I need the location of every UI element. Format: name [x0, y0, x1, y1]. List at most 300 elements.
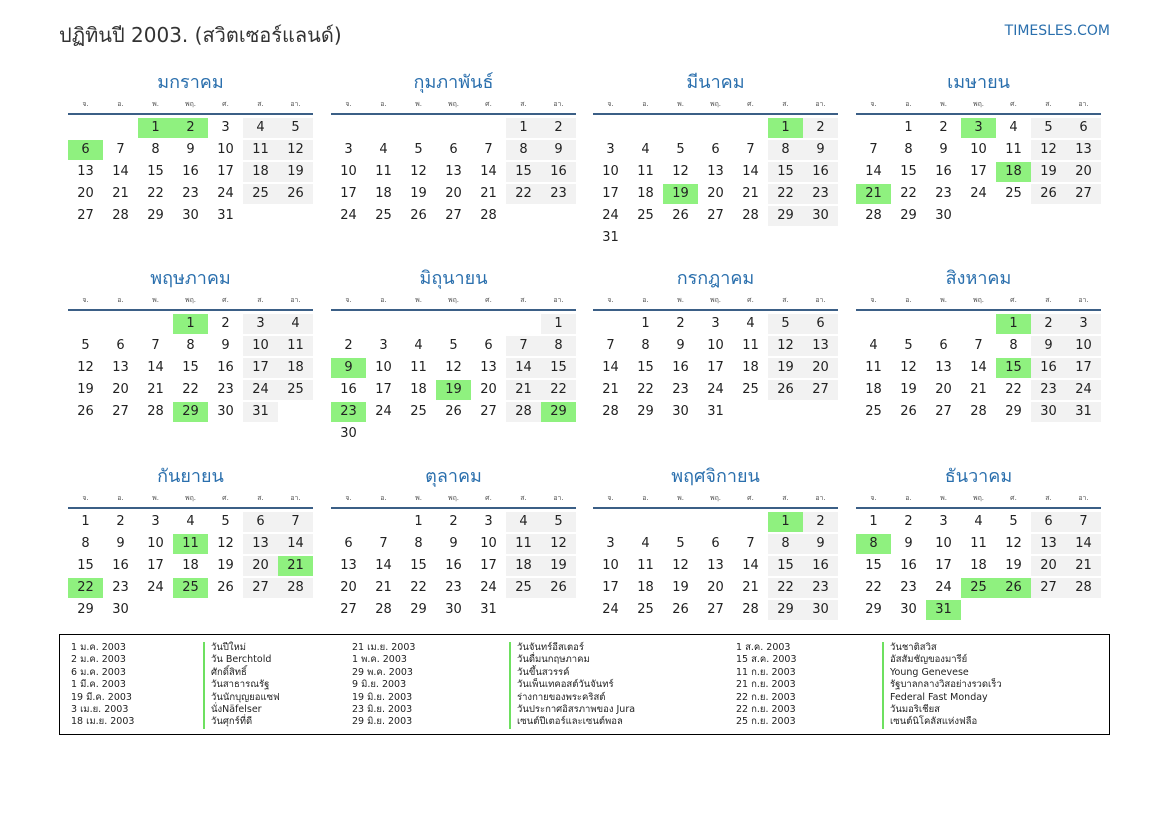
- day-cell: 21: [147, 382, 164, 397]
- month-name: เมษายน: [947, 72, 1010, 93]
- weekday-label: พฤ.: [184, 494, 197, 502]
- holiday-name: ศักดิ์สิทธิ์: [211, 666, 247, 678]
- weekday-label: อา.: [290, 494, 301, 502]
- day-cell: 15: [900, 164, 917, 179]
- empty-cell: [331, 118, 366, 138]
- weekday-label: ศ.: [485, 100, 492, 108]
- holiday-name: เซนต์ปีเตอร์และเซนต์พอล: [517, 716, 623, 728]
- holiday-day-cell: 19: [663, 184, 698, 204]
- day-cell: 26: [768, 380, 803, 400]
- holiday-day-cell: 22: [68, 578, 103, 598]
- day-cell: 14: [480, 164, 497, 179]
- weekday-label: อ.: [905, 296, 912, 304]
- weekday-label: อ.: [380, 494, 387, 502]
- day-cell: 2: [803, 512, 838, 532]
- holiday-name: Federal Fast Monday: [890, 691, 988, 703]
- month-block: [68, 268, 313, 424]
- weekday-label: จ.: [82, 296, 89, 304]
- weekday-label: ส.: [520, 494, 527, 502]
- weekday-header: [856, 294, 1101, 311]
- day-cell: 6: [484, 338, 493, 353]
- day-cell: 30: [182, 208, 199, 223]
- day-cell: 2: [939, 120, 948, 135]
- weekday-label: อา.: [815, 100, 826, 108]
- day-cell: 28: [1066, 578, 1101, 598]
- day-cell: 18: [506, 556, 541, 576]
- weekday-label: ส.: [257, 296, 264, 304]
- day-cell: 7: [379, 536, 388, 551]
- weekday-label: อ.: [905, 100, 912, 108]
- day-cell: 8: [151, 142, 160, 157]
- day-cell: 31: [217, 208, 234, 223]
- holiday-day-cell: 1: [768, 512, 803, 532]
- day-cell: 16: [1031, 358, 1066, 378]
- day-cell: 2: [676, 316, 685, 331]
- weekday-label: อ.: [117, 296, 124, 304]
- day-cell: 27: [77, 208, 94, 223]
- day-cell: 4: [641, 142, 650, 157]
- day-cell: 28: [742, 602, 759, 617]
- day-cell: 2: [344, 338, 353, 353]
- day-cell: 2: [116, 514, 125, 529]
- day-cell: 13: [77, 164, 94, 179]
- day-cell: 23: [182, 186, 199, 201]
- day-cell: 26: [672, 208, 689, 223]
- weekday-label: อ.: [642, 494, 649, 502]
- day-cell: 2: [449, 514, 458, 529]
- day-cell: 27: [935, 404, 952, 419]
- weekday-header: [593, 294, 838, 311]
- day-cell: 8: [904, 142, 913, 157]
- holiday-date: 1 ส.ค. 2003: [736, 642, 791, 653]
- day-cell: 28: [480, 208, 497, 223]
- holiday-day-cell: 29: [173, 402, 208, 422]
- empty-cell: [366, 314, 401, 334]
- empty-cell: [471, 118, 506, 138]
- holiday-date: 19 มี.ค. 2003: [71, 691, 132, 703]
- day-cell: 14: [112, 164, 129, 179]
- day-cell: 14: [1066, 534, 1101, 554]
- day-grid: [856, 512, 1101, 622]
- day-cell: 24: [340, 208, 357, 223]
- day-cell: 7: [746, 536, 755, 551]
- day-grid: [856, 118, 1101, 228]
- day-cell: 15: [541, 358, 576, 378]
- month-block: [593, 268, 838, 424]
- holiday-name: วันชาติสวิส: [890, 642, 937, 653]
- weekday-label: อ.: [905, 494, 912, 502]
- weekday-label: จ.: [345, 100, 352, 108]
- day-cell: 26: [445, 404, 462, 419]
- weekday-header: [68, 294, 313, 311]
- weekday-label: พฤ.: [447, 100, 460, 108]
- day-cell: 28: [970, 404, 987, 419]
- day-cell: 31: [1066, 402, 1101, 422]
- month-name: กรกฎาคม: [676, 268, 755, 289]
- day-cell: 4: [974, 514, 983, 529]
- day-cell: 3: [606, 142, 615, 157]
- weekday-label: พ.: [415, 494, 422, 502]
- day-cell: 7: [606, 338, 615, 353]
- holiday-date: 1 พ.ค. 2003: [352, 654, 407, 666]
- day-cell: 28: [865, 208, 882, 223]
- day-cell: 14: [865, 164, 882, 179]
- day-cell: 25: [375, 208, 392, 223]
- day-cell: 23: [803, 578, 838, 598]
- month-name: ธันวาคม: [944, 466, 1013, 487]
- empty-cell: [401, 314, 436, 334]
- holiday-day-cell: 1: [138, 118, 173, 138]
- holiday-date: 22 ก.ย. 2003: [736, 703, 796, 715]
- holiday-date: 1 มี.ค. 2003: [71, 679, 126, 691]
- weekday-label: จ.: [870, 296, 877, 304]
- day-cell: 20: [112, 382, 129, 397]
- weekday-label: ศ.: [485, 494, 492, 502]
- day-cell: 24: [970, 186, 987, 201]
- month-name: มกราคม: [157, 72, 224, 93]
- day-cell: 19: [672, 580, 689, 595]
- day-cell: 15: [506, 162, 541, 182]
- weekday-label: พ.: [940, 494, 947, 502]
- holiday-name: วันมอริเชียส: [890, 703, 940, 715]
- weekday-label: ศ.: [222, 494, 229, 502]
- holiday-day-cell: 21: [856, 184, 891, 204]
- day-cell: 20: [1031, 556, 1066, 576]
- day-cell: 17: [602, 580, 619, 595]
- day-grid: [593, 118, 838, 250]
- holiday-date: 29 พ.ค. 2003: [352, 666, 413, 678]
- day-cell: 8: [186, 338, 195, 353]
- empty-cell: [103, 118, 138, 138]
- day-grid: [331, 118, 576, 228]
- day-cell: 8: [81, 536, 90, 551]
- empty-cell: [593, 118, 628, 138]
- empty-cell: [891, 314, 926, 334]
- month-block: [593, 466, 838, 622]
- day-cell: 1: [81, 514, 90, 529]
- day-cell: 6: [449, 142, 458, 157]
- weekday-label: จ.: [82, 100, 89, 108]
- day-cell: 7: [506, 336, 541, 356]
- weekday-label: ส.: [1045, 296, 1052, 304]
- day-cell: 20: [445, 186, 462, 201]
- day-cell: 13: [935, 360, 952, 375]
- day-cell: 13: [707, 558, 724, 573]
- site-link[interactable]: TIMESLES.COM: [1004, 23, 1110, 39]
- holiday-day-cell: 31: [926, 600, 961, 620]
- day-grid: [856, 314, 1101, 424]
- day-cell: 3: [151, 514, 160, 529]
- day-cell: 11: [410, 360, 427, 375]
- empty-cell: [628, 512, 663, 532]
- day-cell: 24: [147, 580, 164, 595]
- weekday-label: จ.: [345, 494, 352, 502]
- day-cell: 24: [935, 580, 952, 595]
- day-cell: 7: [869, 142, 878, 157]
- empty-cell: [331, 512, 366, 532]
- day-cell: 6: [711, 142, 720, 157]
- empty-cell: [926, 314, 961, 334]
- day-cell: 7: [151, 338, 160, 353]
- empty-cell: [68, 314, 103, 334]
- day-cell: 8: [414, 536, 423, 551]
- day-cell: 18: [243, 162, 278, 182]
- day-cell: 18: [182, 558, 199, 573]
- holiday-name: วันประกาศอิสรภาพของ Jura: [517, 703, 636, 715]
- empty-cell: [593, 314, 628, 334]
- holiday-day-cell: 11: [173, 534, 208, 554]
- day-cell: 15: [637, 360, 654, 375]
- day-cell: 4: [641, 536, 650, 551]
- day-cell: 9: [116, 536, 125, 551]
- day-cell: 22: [768, 184, 803, 204]
- day-cell: 31: [480, 602, 497, 617]
- month-block: [856, 466, 1101, 622]
- holiday-date: 21 ก.ย. 2003: [736, 679, 796, 691]
- holiday-date: 19 มิ.ย. 2003: [352, 691, 413, 703]
- day-cell: 17: [707, 360, 724, 375]
- day-cell: 13: [340, 558, 357, 573]
- month-block: [331, 466, 576, 622]
- holiday-names-col-3: [882, 642, 1002, 729]
- holiday-day-cell: 19: [436, 380, 471, 400]
- holiday-day-cell: 21: [278, 556, 313, 576]
- day-cell: 25: [243, 184, 278, 204]
- day-cell: 4: [1009, 120, 1018, 135]
- day-cell: 12: [768, 336, 803, 356]
- empty-cell: [698, 118, 733, 138]
- weekday-label: อา.: [1078, 296, 1089, 304]
- weekday-header: [593, 492, 838, 509]
- weekday-label: พ.: [677, 296, 684, 304]
- empty-cell: [436, 314, 471, 334]
- day-cell: 17: [1066, 358, 1101, 378]
- month-name: ตุลาคม: [425, 466, 482, 487]
- day-cell: 16: [803, 162, 838, 182]
- day-cell: 3: [606, 536, 615, 551]
- day-cell: 17: [970, 164, 987, 179]
- day-cell: 3: [1066, 314, 1101, 334]
- weekday-label: ศ.: [747, 296, 754, 304]
- day-cell: 3: [243, 314, 278, 334]
- day-cell: 26: [672, 602, 689, 617]
- day-cell: 29: [637, 404, 654, 419]
- day-cell: 13: [243, 534, 278, 554]
- day-cell: 11: [637, 164, 654, 179]
- day-cell: 30: [217, 404, 234, 419]
- day-cell: 19: [541, 556, 576, 576]
- weekday-header: [856, 98, 1101, 115]
- day-cell: 10: [340, 164, 357, 179]
- day-cell: 18: [278, 358, 313, 378]
- day-cell: 20: [935, 382, 952, 397]
- day-cell: 18: [375, 186, 392, 201]
- month-block: [68, 72, 313, 228]
- day-cell: 30: [900, 602, 917, 617]
- empty-cell: [856, 118, 891, 138]
- weekday-label: ศ.: [747, 494, 754, 502]
- empty-cell: [436, 118, 471, 138]
- holiday-name: วันนักบุญยอแซฟ: [211, 691, 280, 703]
- day-cell: 24: [707, 382, 724, 397]
- day-cell: 18: [970, 558, 987, 573]
- day-cell: 22: [900, 186, 917, 201]
- holiday-name: วันขึ้นสวรรค์: [517, 666, 570, 678]
- day-cell: 9: [803, 534, 838, 554]
- day-cell: 12: [445, 360, 462, 375]
- holiday-name: เซนต์นิโคลัสแห่งฟลือ: [890, 716, 978, 728]
- day-cell: 8: [768, 140, 803, 160]
- day-cell: 16: [112, 558, 129, 573]
- day-cell: 23: [217, 382, 234, 397]
- day-cell: 6: [711, 536, 720, 551]
- holiday-names-col-2: [509, 642, 635, 729]
- day-cell: 13: [707, 164, 724, 179]
- day-cell: 22: [147, 186, 164, 201]
- day-cell: 19: [1031, 162, 1066, 182]
- weekday-label: พ.: [677, 494, 684, 502]
- holiday-name: ร่างกายของพระคริสต์: [517, 691, 606, 703]
- month-name: พฤษภาคม: [150, 268, 231, 289]
- weekday-label: อา.: [290, 296, 301, 304]
- holiday-day-cell: 8: [856, 534, 891, 554]
- empty-cell: [366, 512, 401, 532]
- day-cell: 5: [1031, 118, 1066, 138]
- day-cell: 6: [116, 338, 125, 353]
- day-cell: 25: [742, 382, 759, 397]
- day-cell: 20: [1066, 162, 1101, 182]
- weekday-label: อ.: [380, 296, 387, 304]
- day-cell: 12: [278, 140, 313, 160]
- day-cell: 3: [221, 120, 230, 135]
- day-cell: 10: [217, 142, 234, 157]
- weekday-label: ศ.: [222, 296, 229, 304]
- day-cell: 31: [707, 404, 724, 419]
- day-cell: 12: [1005, 536, 1022, 551]
- day-cell: 16: [541, 162, 576, 182]
- day-cell: 5: [449, 338, 458, 353]
- day-cell: 15: [768, 162, 803, 182]
- day-cell: 4: [379, 142, 388, 157]
- day-cell: 7: [278, 512, 313, 532]
- holiday-day-cell: 9: [331, 358, 366, 378]
- day-cell: 22: [506, 184, 541, 204]
- day-cell: 16: [672, 360, 689, 375]
- weekday-header: [68, 492, 313, 509]
- month-name: กุมภาพันธ์: [413, 72, 494, 93]
- day-cell: 1: [904, 120, 913, 135]
- day-cell: 17: [935, 558, 952, 573]
- day-cell: 13: [1066, 140, 1101, 160]
- day-cell: 18: [637, 580, 654, 595]
- day-cell: 19: [900, 382, 917, 397]
- day-grid: [68, 314, 313, 424]
- day-cell: 15: [77, 558, 94, 573]
- weekday-label: พ.: [677, 100, 684, 108]
- day-cell: 9: [221, 338, 230, 353]
- day-cell: 15: [768, 556, 803, 576]
- holiday-name: วันเพ็นเทคอสต์วันจันทร์: [517, 679, 614, 691]
- day-cell: 28: [112, 208, 129, 223]
- day-cell: 29: [147, 208, 164, 223]
- empty-cell: [138, 314, 173, 334]
- day-cell: 14: [742, 164, 759, 179]
- weekday-label: อา.: [815, 296, 826, 304]
- weekday-label: พ.: [940, 296, 947, 304]
- day-cell: 10: [602, 558, 619, 573]
- day-cell: 12: [900, 360, 917, 375]
- day-cell: 11: [742, 338, 759, 353]
- day-cell: 4: [278, 314, 313, 334]
- weekday-label: จ.: [607, 100, 614, 108]
- day-cell: 5: [414, 142, 423, 157]
- day-cell: 6: [243, 512, 278, 532]
- holiday-name: รัฐบาลกลางวิสอย่างรวดเร็ว: [890, 679, 1002, 691]
- day-cell: 13: [445, 164, 462, 179]
- day-cell: 5: [904, 338, 913, 353]
- day-cell: 11: [1005, 142, 1022, 157]
- empty-cell: [331, 314, 366, 334]
- day-cell: 11: [970, 536, 987, 551]
- day-cell: 12: [217, 536, 234, 551]
- day-cell: 4: [186, 514, 195, 529]
- weekday-label: ศ.: [1010, 494, 1017, 502]
- holiday-name: วันดื่มนกฤษภาคม: [517, 654, 590, 666]
- empty-cell: [663, 118, 698, 138]
- day-cell: 30: [672, 404, 689, 419]
- day-cell: 13: [803, 336, 838, 356]
- day-cell: 26: [900, 404, 917, 419]
- holiday-date: 6 ม.ค. 2003: [71, 666, 126, 678]
- weekday-label: อ.: [380, 100, 387, 108]
- holiday-date: 18 เม.ย. 2003: [71, 716, 135, 728]
- day-cell: 2: [541, 118, 576, 138]
- day-cell: 14: [602, 360, 619, 375]
- day-grid: [593, 314, 838, 424]
- day-cell: 25: [410, 404, 427, 419]
- day-cell: 21: [1066, 556, 1101, 576]
- empty-cell: [733, 512, 768, 532]
- holiday-name: วันสาธารณรัฐ: [211, 679, 270, 691]
- holiday-dates-col-3: [736, 642, 797, 729]
- day-cell: 24: [602, 208, 619, 223]
- day-cell: 8: [506, 140, 541, 160]
- weekday-label: จ.: [870, 494, 877, 502]
- holiday-name: วันจันทร์อีสเตอร์: [517, 642, 584, 653]
- day-cell: 16: [182, 164, 199, 179]
- day-cell: 5: [81, 338, 90, 353]
- day-cell: 12: [77, 360, 94, 375]
- weekday-label: อา.: [553, 296, 564, 304]
- holiday-day-cell: 3: [961, 118, 996, 138]
- day-cell: 20: [340, 580, 357, 595]
- day-cell: 1: [869, 514, 878, 529]
- day-cell: 3: [711, 316, 720, 331]
- empty-cell: [401, 118, 436, 138]
- weekday-header: [331, 492, 576, 509]
- day-cell: 3: [379, 338, 388, 353]
- month-block: [593, 72, 838, 250]
- holiday-date: 9 มิ.ย. 2003: [352, 679, 407, 691]
- empty-cell: [506, 314, 541, 334]
- empty-cell: [68, 118, 103, 138]
- day-cell: 21: [742, 580, 759, 595]
- day-cell: 9: [449, 536, 458, 551]
- day-cell: 22: [182, 382, 199, 397]
- weekday-label: จ.: [607, 494, 614, 502]
- day-cell: 2: [803, 118, 838, 138]
- day-cell: 21: [480, 186, 497, 201]
